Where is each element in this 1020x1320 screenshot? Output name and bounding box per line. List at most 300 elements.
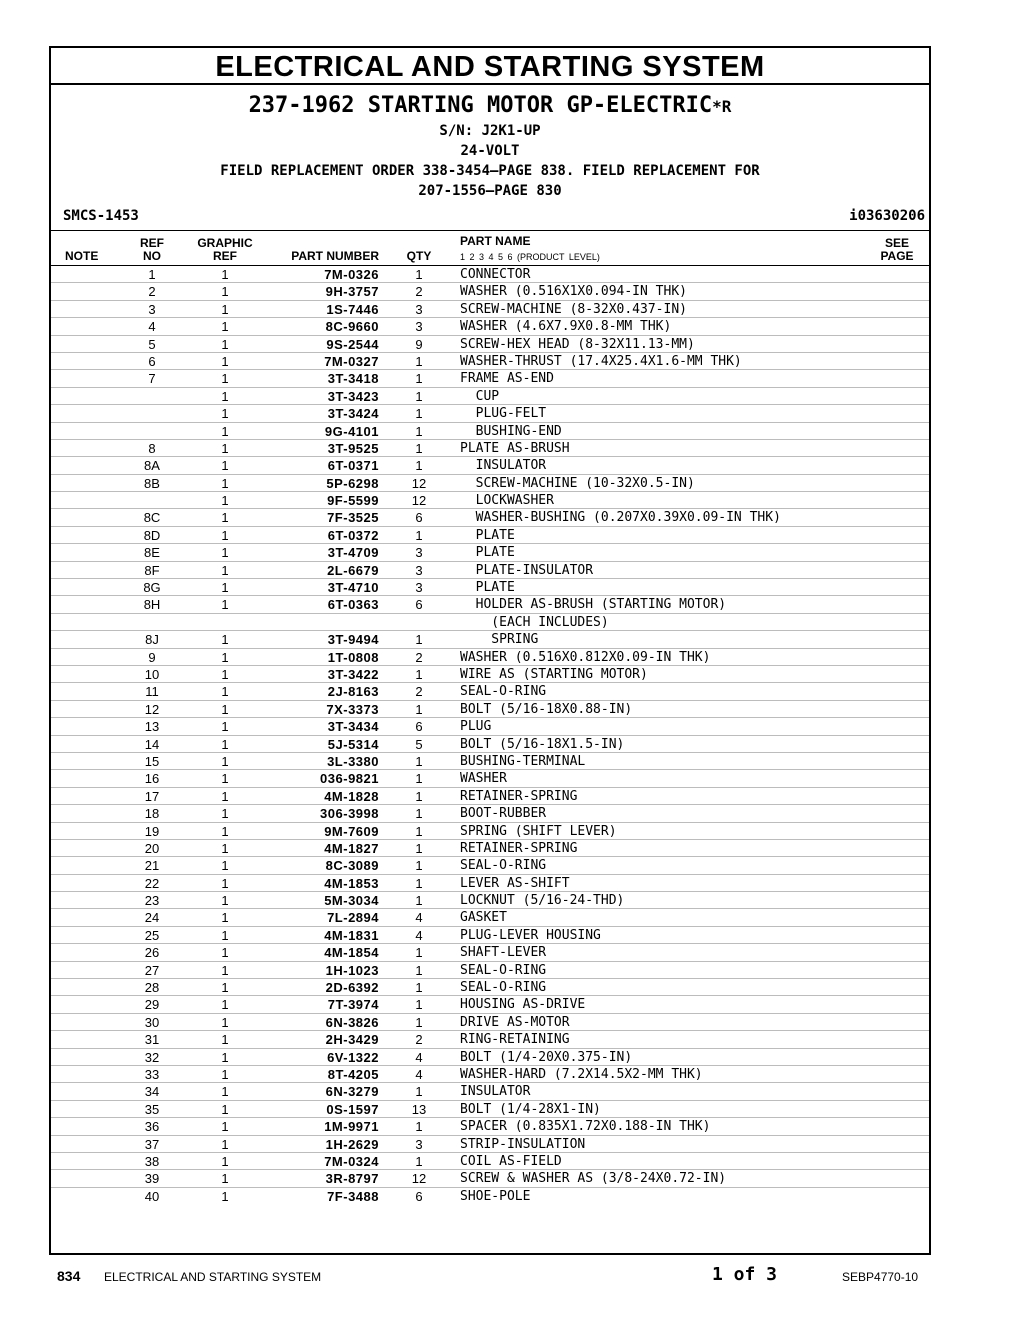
part-name-cell: INSULATOR: [460, 458, 547, 474]
part-name-cell: BOLT (1/4-28X1-IN): [460, 1101, 601, 1117]
table-row: [51, 423, 929, 440]
qty-cell: 6: [415, 1188, 423, 1204]
col-qty: QTY: [406, 249, 432, 263]
table-row: [51, 1083, 929, 1100]
graphic-ref-cell: 1: [221, 440, 229, 456]
ref-no-cell: 4: [148, 319, 156, 335]
part-number-cell: 5P-6298: [326, 475, 379, 491]
part-name-cell: SPRING: [460, 632, 539, 648]
part-number-cell: 9G-4101: [324, 423, 379, 439]
qty-cell: 1: [415, 701, 423, 717]
ref-no-cell: 18: [144, 806, 160, 822]
part-number-cell: 3T-4710: [327, 580, 379, 596]
table-row: [51, 909, 929, 926]
table-row: [51, 840, 929, 857]
table-row: [51, 509, 929, 526]
ref-no-cell: 34: [144, 1084, 160, 1100]
col-note: NOTE: [65, 249, 99, 263]
part-number-cell: 4M-1854: [324, 945, 379, 961]
ref-no-cell: 25: [144, 927, 160, 943]
table-row: [51, 736, 929, 753]
qty-cell: 1: [415, 771, 423, 787]
col-ref-bottom: NO: [143, 249, 161, 263]
part-name-cell: (EACH INCLUDES): [460, 614, 609, 630]
page-number: 834: [57, 1268, 81, 1284]
graphic-ref-cell: 1: [221, 632, 229, 648]
part-number-cell: 7T-3974: [327, 997, 379, 1013]
part-name-cell: BUSHING-END: [460, 423, 562, 439]
graphic-ref-cell: 1: [221, 284, 229, 300]
graphic-ref-cell: 1: [221, 458, 229, 474]
part-number-cell: 5J-5314: [327, 736, 379, 752]
part-name-cell: COIL AS-FIELD: [460, 1153, 562, 1169]
col-see-top: SEE: [884, 236, 909, 250]
ref-no-cell: 14: [144, 736, 160, 752]
graphic-ref-cell: 1: [221, 945, 229, 961]
ref-no-cell: 5: [148, 336, 156, 352]
table-row: [51, 631, 929, 648]
part-number-cell: 3L-3380: [327, 753, 379, 769]
table-row: [51, 388, 929, 405]
parts-table: [51, 266, 929, 1205]
part-number-cell: 6T-0363: [327, 597, 379, 613]
graphic-ref-cell: 1: [221, 788, 229, 804]
table-row: [51, 1170, 929, 1187]
part-name-cell: CONNECTOR: [460, 267, 531, 282]
graphic-ref-cell: 1: [221, 719, 229, 735]
table-row: [51, 1049, 929, 1066]
part-number-cell: 3T-3434: [327, 719, 379, 735]
table-row: [51, 1014, 929, 1031]
table-row: [51, 962, 929, 979]
graphic-ref-cell: 1: [221, 336, 229, 352]
section-title: ELECTRICAL AND STARTING SYSTEM: [215, 51, 765, 83]
qty-cell: 6: [415, 719, 423, 735]
qty-cell: 1: [415, 840, 423, 856]
ref-no-cell: 2: [148, 284, 156, 300]
part-number-cell: 1S-7446: [326, 301, 379, 317]
table-row: [51, 718, 929, 735]
part-name-cell: PLATE: [460, 545, 515, 561]
qty-cell: 4: [415, 910, 423, 926]
graphic-ref-cell: 1: [221, 1032, 229, 1048]
table-row: [51, 1188, 929, 1205]
qty-cell: 4: [415, 1066, 423, 1082]
qty-cell: 12: [411, 475, 427, 491]
ref-no-cell: 15: [144, 753, 160, 769]
qty-cell: 1: [415, 388, 423, 404]
part-name-cell: SEAL-O-RING: [460, 962, 547, 978]
part-number-cell: 7X-3373: [326, 701, 379, 717]
table-row: [51, 753, 929, 770]
group-title-text: 237-1962 STARTING MOTOR GP-ELECTRIC: [248, 93, 713, 118]
product-levels: 1 2 3 4 5 6 (PRODUCT LEVEL): [460, 252, 600, 262]
graphic-ref-cell: 1: [221, 267, 229, 282]
part-number-cell: 6T-0372: [327, 527, 379, 543]
ref-no-cell: 8: [148, 440, 156, 456]
graphic-ref-cell: 1: [221, 875, 229, 891]
part-name-cell: WASHER-THRUST (17.4X25.4X1.6-MM THK): [460, 353, 742, 369]
table-row: [51, 266, 929, 283]
ref-no-cell: 16: [144, 771, 160, 787]
part-name-cell: SEAL-O-RING: [460, 858, 547, 874]
part-name-cell: BOLT (1/4-20X0.375-IN): [460, 1049, 633, 1065]
part-name-cell: BUSHING-TERMINAL: [460, 753, 586, 769]
part-number-cell: 0S-1597: [326, 1101, 379, 1117]
qty-cell: 12: [411, 493, 427, 509]
part-name-cell: GASKET: [460, 910, 507, 926]
qty-cell: 12: [411, 1171, 427, 1187]
part-name-cell: PLATE-INSULATOR: [460, 562, 594, 578]
part-name-cell: WASHER (0.516X0.812X0.09-IN THK): [460, 649, 711, 665]
graphic-ref-cell: 1: [221, 1101, 229, 1117]
table-row: [51, 927, 929, 944]
part-number-cell: 9H-3757: [325, 284, 379, 300]
title-divider: [51, 83, 929, 85]
graphic-ref-cell: 1: [221, 666, 229, 682]
qty-cell: 1: [415, 527, 423, 543]
graphic-ref-cell: 1: [221, 1084, 229, 1100]
table-row: [51, 475, 929, 492]
ref-no-cell: 28: [144, 980, 160, 996]
part-name-cell: RETAINER-SPRING: [460, 788, 578, 804]
ref-no-cell: 12: [144, 701, 160, 717]
col-see-bottom: PAGE: [880, 249, 914, 263]
ref-no-cell: 26: [144, 945, 160, 961]
replacement-note-line-2: 207-1556—PAGE 830: [418, 183, 562, 199]
table-row: [51, 805, 929, 822]
qty-cell: 1: [415, 666, 423, 682]
ref-no-cell: 8C: [143, 510, 161, 526]
graphic-ref-cell: 1: [221, 1153, 229, 1169]
part-number-cell: 3T-9525: [327, 440, 379, 456]
graphic-ref-cell: 1: [221, 858, 229, 874]
part-name-cell: WASHER (4.6X7.9X0.8-MM THK): [460, 319, 672, 335]
ref-no-cell: 8F: [144, 562, 160, 578]
graphic-ref-cell: 1: [221, 580, 229, 596]
graphic-ref-cell: 1: [221, 910, 229, 926]
part-number-cell: 8T-4205: [327, 1066, 379, 1082]
table-row: [51, 1066, 929, 1083]
qty-cell: 1: [415, 962, 423, 978]
qty-cell: 1: [415, 1014, 423, 1030]
table-row: [51, 875, 929, 892]
qty-cell: 2: [415, 284, 423, 300]
part-name-cell: DRIVE AS-MOTOR: [460, 1014, 570, 1030]
part-number-cell: 2H-3429: [325, 1032, 379, 1048]
ref-no-cell: 8E: [144, 545, 160, 561]
ref-no-cell: 31: [144, 1032, 160, 1048]
qty-cell: 3: [415, 319, 423, 335]
part-name-cell: SCREW-HEX HEAD (8-32X11.13-MM): [460, 336, 695, 352]
ref-no-cell: 30: [144, 1014, 160, 1030]
ref-no-cell: 17: [144, 788, 160, 804]
col-graphic-ref-top: GRAPHIC: [197, 236, 253, 250]
part-name-cell: RETAINER-SPRING: [460, 840, 578, 856]
part-name-cell: PLATE AS-BRUSH: [460, 440, 570, 456]
table-row: [51, 457, 929, 474]
qty-cell: 5: [415, 736, 423, 752]
part-number-cell: 7M-0324: [324, 1153, 379, 1169]
table-row: [51, 336, 929, 353]
ref-no-cell: 8B: [144, 475, 160, 491]
part-number-cell: 4M-1853: [324, 875, 379, 891]
group-title-suffix: *R: [712, 97, 732, 116]
part-number-cell: 3R-8797: [325, 1171, 379, 1187]
part-name-cell: LEVER AS-SHIFT: [460, 875, 570, 891]
part-number-cell: 036-9821: [320, 771, 379, 787]
ref-no-cell: 8J: [145, 632, 159, 648]
graphic-ref-cell: 1: [221, 406, 229, 422]
part-number-cell: 7M-0327: [324, 353, 379, 369]
ref-no-cell: 19: [144, 823, 160, 839]
table-row: [51, 562, 929, 579]
part-name-cell: RING-RETAINING: [460, 1032, 570, 1048]
part-number-cell: 2L-6679: [327, 562, 379, 578]
ref-no-cell: 20: [144, 840, 160, 856]
part-name-cell: FRAME AS-END: [460, 371, 554, 387]
smcs-code: SMCS-1453: [63, 208, 139, 224]
table-row: [51, 770, 929, 787]
ref-no-cell: 38: [144, 1153, 160, 1169]
part-number-cell: 7F-3525: [327, 510, 379, 526]
part-name-cell: WASHER-HARD (7.2X14.5X2-MM THK): [460, 1066, 703, 1082]
part-name-cell: HOLDER AS-BRUSH (STARTING MOTOR): [460, 597, 727, 613]
graphic-ref-cell: 1: [221, 388, 229, 404]
table-row: [51, 683, 929, 700]
qty-cell: 3: [415, 301, 423, 317]
col-graphic-ref-bottom: REF: [213, 249, 237, 263]
ref-no-cell: 9: [148, 649, 156, 665]
graphic-ref-cell: 1: [221, 753, 229, 769]
table-row: [51, 857, 929, 874]
part-number-cell: 9S-2544: [326, 336, 379, 352]
qty-cell: 1: [415, 945, 423, 961]
header-divider: [51, 230, 929, 231]
part-number-cell: 2D-6392: [325, 980, 379, 996]
table-row: [51, 1136, 929, 1153]
graphic-ref-cell: 1: [221, 649, 229, 665]
qty-cell: 3: [415, 580, 423, 596]
part-name-cell: SCREW & WASHER AS (3/8-24X0.72-IN): [460, 1171, 727, 1187]
table-row: [51, 823, 929, 840]
part-number-cell: 7F-3488: [327, 1188, 379, 1204]
qty-cell: 4: [415, 1049, 423, 1065]
graphic-ref-cell: 1: [221, 1188, 229, 1204]
part-name-cell: SHAFT-LEVER: [460, 945, 547, 961]
table-row: [51, 666, 929, 683]
qty-cell: 6: [415, 510, 423, 526]
part-name-cell: SPACER (0.835X1.72X0.188-IN THK): [460, 1119, 711, 1135]
graphic-ref-cell: 1: [221, 997, 229, 1013]
part-number-cell: 1T-0808: [327, 649, 379, 665]
part-name-cell: BOLT (5/16-18X1.5-IN): [460, 736, 625, 752]
graphic-ref-cell: 1: [221, 771, 229, 787]
ref-no-cell: 36: [144, 1119, 160, 1135]
qty-cell: 1: [415, 1084, 423, 1100]
graphic-ref-cell: 1: [221, 1014, 229, 1030]
qty-cell: 1: [415, 875, 423, 891]
qty-cell: 1: [415, 1153, 423, 1169]
part-name-cell: CUP: [460, 388, 500, 404]
table-row: [51, 318, 929, 335]
graphic-ref-cell: 1: [221, 319, 229, 335]
footer-section: ELECTRICAL AND STARTING SYSTEM: [104, 1270, 322, 1284]
graphic-ref-cell: 1: [221, 353, 229, 369]
qty-cell: 1: [415, 997, 423, 1013]
part-number-cell: 3T-3418: [327, 371, 379, 387]
table-row: [51, 301, 929, 318]
graphic-ref-cell: 1: [221, 1136, 229, 1152]
ref-no-cell: 8A: [144, 458, 160, 474]
graphic-ref-cell: 1: [221, 823, 229, 839]
ref-no-cell: 1: [148, 267, 156, 282]
qty-cell: 1: [415, 353, 423, 369]
document-id: SEBP4770-10: [842, 1270, 919, 1284]
qty-cell: 1: [415, 823, 423, 839]
qty-cell: 3: [415, 562, 423, 578]
part-number-cell: 4M-1831: [324, 927, 379, 943]
ref-no-cell: 40: [144, 1188, 160, 1204]
qty-cell: 1: [415, 1119, 423, 1135]
part-number-cell: 4M-1828: [324, 788, 379, 804]
graphic-ref-cell: 1: [221, 493, 229, 509]
graphic-ref-cell: 1: [221, 736, 229, 752]
table-row: [51, 1153, 929, 1170]
graphic-ref-cell: 1: [221, 927, 229, 943]
qty-cell: 3: [415, 545, 423, 561]
part-number-cell: 1H-1023: [325, 962, 379, 978]
part-name-cell: WASHER (0.516X1X0.094-IN THK): [460, 284, 687, 300]
ref-no-cell: 3: [148, 301, 156, 317]
qty-cell: 2: [415, 649, 423, 665]
table-row: [51, 544, 929, 561]
table-row: [51, 492, 929, 509]
part-name-cell: WASHER: [460, 771, 507, 787]
part-number-cell: 3T-3424: [327, 406, 379, 422]
part-number-cell: 4M-1827: [324, 840, 379, 856]
qty-cell: 2: [415, 684, 423, 700]
part-number-cell: 3T-9494: [327, 632, 379, 648]
table-row: [51, 579, 929, 596]
qty-cell: 1: [415, 806, 423, 822]
col-part-name: PART NAME: [460, 234, 531, 248]
part-name-cell: HOUSING AS-DRIVE: [460, 997, 586, 1013]
part-number-cell: 306-3998: [320, 806, 379, 822]
graphic-ref-cell: 1: [221, 701, 229, 717]
qty-cell: 1: [415, 632, 423, 648]
part-name-cell: WIRE AS (STARTING MOTOR): [460, 666, 648, 682]
table-row: [51, 1101, 929, 1118]
table-row: [51, 596, 929, 613]
ref-no-cell: 8D: [143, 527, 161, 543]
qty-cell: 1: [415, 858, 423, 874]
part-number-cell: 7L-2894: [327, 910, 379, 926]
col-ref-top: REF: [140, 236, 164, 250]
col-part-number: PART NUMBER: [291, 249, 379, 263]
page-of: 1 of 3: [712, 1264, 778, 1285]
part-name-cell: SEAL-O-RING: [460, 980, 547, 996]
part-number-cell: 7M-0326: [324, 267, 379, 282]
ref-no-cell: 21: [144, 858, 160, 874]
ref-no-cell: 8G: [143, 580, 161, 596]
qty-cell: 3: [415, 1136, 423, 1152]
ref-no-cell: 32: [144, 1049, 160, 1065]
graphic-ref-cell: 1: [221, 597, 229, 613]
graphic-ref-cell: 1: [221, 475, 229, 491]
qty-cell: 6: [415, 597, 423, 613]
table-row: [51, 892, 929, 909]
part-name-cell: PLATE: [460, 527, 515, 543]
graphic-ref-cell: 1: [221, 1049, 229, 1065]
qty-cell: 9: [415, 336, 423, 352]
table-row: [51, 1031, 929, 1048]
table-row: [51, 527, 929, 544]
table-row: [51, 283, 929, 300]
part-number-cell: 9M-7609: [324, 823, 379, 839]
part-name-cell: SHOE-POLE: [460, 1188, 531, 1204]
ref-no-cell: 27: [144, 962, 160, 978]
graphic-ref-cell: 1: [221, 510, 229, 526]
qty-cell: 1: [415, 788, 423, 804]
ref-no-cell: 11: [145, 684, 159, 700]
part-number-cell: 3T-3422: [327, 666, 379, 682]
part-number-cell: 6V-1322: [327, 1049, 379, 1065]
part-number-cell: 1M-9971: [324, 1119, 379, 1135]
qty-cell: 1: [415, 753, 423, 769]
qty-cell: 1: [415, 423, 423, 439]
ref-no-cell: 13: [144, 719, 160, 735]
ref-no-cell: 24: [144, 910, 160, 926]
table-row: [51, 614, 929, 631]
part-name-cell: SCREW-MACHINE (10-32X0.5-IN): [460, 475, 695, 491]
ref-no-cell: 10: [144, 666, 160, 682]
graphic-ref-cell: 1: [221, 545, 229, 561]
part-name-cell: BOLT (5/16-18X0.88-IN): [460, 701, 633, 717]
table-row: [51, 944, 929, 961]
part-name-cell: INSULATOR: [460, 1084, 531, 1100]
ref-no-cell: 35: [144, 1101, 160, 1117]
table-row: [51, 405, 929, 422]
graphic-ref-cell: 1: [221, 806, 229, 822]
graphic-ref-cell: 1: [221, 684, 229, 700]
graphic-ref-cell: 1: [221, 423, 229, 439]
graphic-ref-cell: 1: [221, 371, 229, 387]
qty-cell: 1: [415, 371, 423, 387]
part-number-cell: 8C-3089: [325, 858, 379, 874]
table-row: [51, 1118, 929, 1135]
graphic-ref-cell: 1: [221, 1171, 229, 1187]
graphic-ref-cell: 1: [221, 562, 229, 578]
table-row: [51, 979, 929, 996]
part-number-cell: 8C-9660: [325, 319, 379, 335]
qty-cell: 4: [415, 927, 423, 943]
graphic-ref-cell: 1: [221, 1066, 229, 1082]
parts-list-frame: [49, 46, 931, 1255]
ref-no-cell: 22: [144, 875, 160, 891]
ref-no-cell: 8H: [143, 597, 161, 613]
part-name-cell: SPRING (SHIFT LEVER): [460, 823, 617, 839]
qty-cell: 13: [411, 1101, 427, 1117]
part-name-cell: PLUG-FELT: [460, 406, 547, 422]
table-row: [51, 996, 929, 1013]
graphic-ref-cell: 1: [221, 1119, 229, 1135]
part-number-cell: 1H-2629: [325, 1136, 379, 1152]
ref-no-cell: 37: [144, 1136, 160, 1152]
part-number-cell: 9F-5599: [327, 493, 379, 509]
group-title: [51, 93, 929, 120]
graphic-ref-cell: 1: [221, 527, 229, 543]
